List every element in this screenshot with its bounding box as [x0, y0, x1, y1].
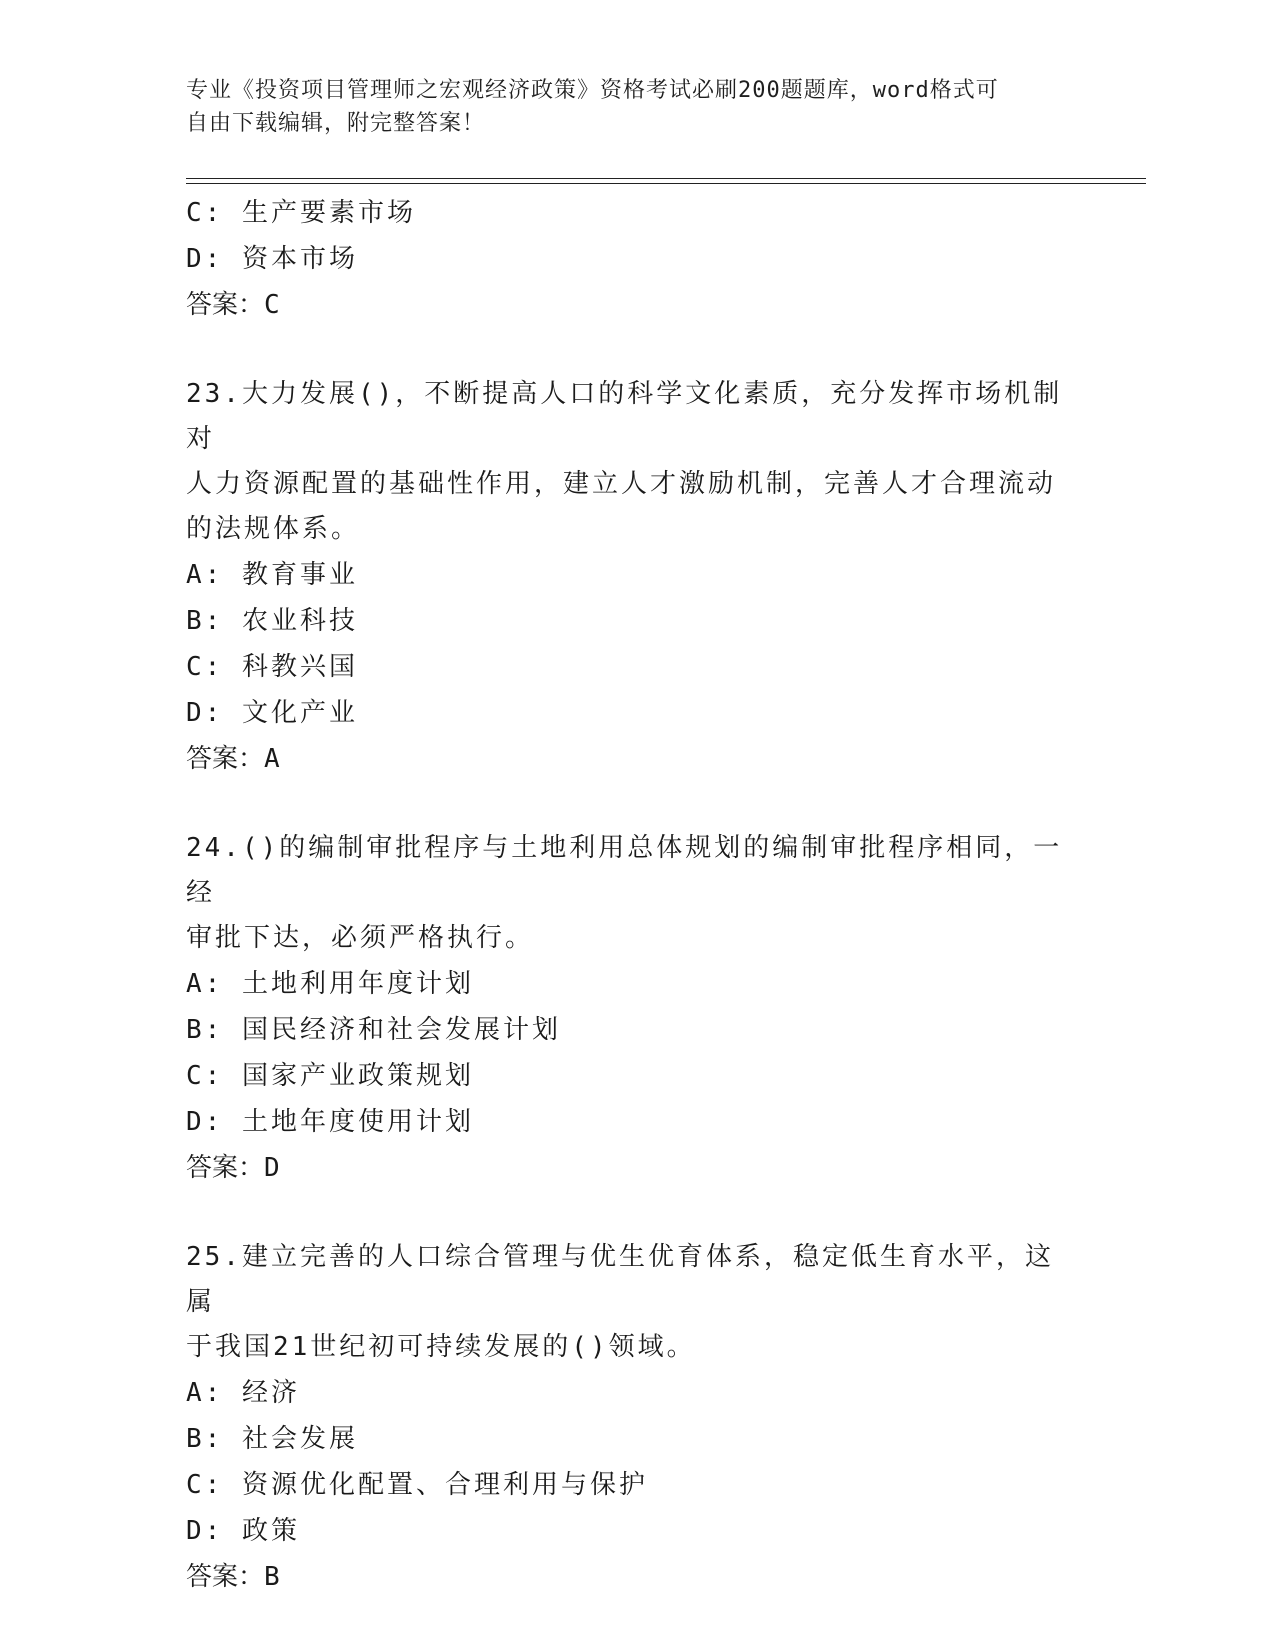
stem-line: 23.大力发展()，不断提高人口的科学文化素质，充分发挥市场机制对	[186, 379, 1063, 454]
answer-label: 答案：	[186, 1562, 265, 1592]
question-24	[186, 826, 1086, 1191]
header-title-line-1: 专业《投资项目管理师之宏观经济政策》资格考试必刷200题题库，word格式可	[186, 78, 999, 103]
option-b: B: 国民经济和社会发展计划	[186, 1015, 561, 1045]
stem-line: 的法规体系。	[186, 514, 361, 544]
answer-value: A	[264, 744, 281, 774]
question-list	[186, 190, 1086, 1600]
answer-label: 答案：	[186, 290, 265, 320]
option-c: C: 资源优化配置、合理利用与保护	[186, 1470, 648, 1500]
question-stem	[186, 372, 1066, 552]
option-c: C: 国家产业政策规划	[186, 1061, 474, 1091]
stem-line: 24.()的编制审批程序与土地利用总体规划的编制审批程序相同，一经	[186, 833, 1063, 908]
question-stem	[186, 1235, 1066, 1370]
answer-line	[186, 736, 1086, 782]
answer-line	[186, 1145, 1086, 1191]
option-a: A: 经济	[186, 1378, 300, 1408]
option-a: A: 教育事业	[186, 560, 358, 590]
answer-label: 答案：	[186, 744, 265, 774]
question-23	[186, 372, 1086, 782]
option-d: D: 政策	[186, 1516, 300, 1546]
answer-value: B	[264, 1562, 281, 1592]
stem-line: 人力资源配置的基础性作用，建立人才激励机制，完善人才合理流动	[186, 469, 1057, 499]
answer-value: C	[264, 290, 281, 320]
question-25	[186, 1235, 1086, 1600]
question-22-continuation	[186, 190, 1086, 328]
answer-line	[186, 1554, 1086, 1600]
stem-line: 于我国21世纪初可持续发展的()领域。	[186, 1332, 696, 1362]
option-c: C: 科教兴国	[186, 652, 358, 682]
option-b: B: 农业科技	[186, 606, 358, 636]
header-divider-top	[186, 178, 1146, 179]
stem-line: 审批下达，必须严格执行。	[186, 923, 535, 953]
header-title-line-2: 自由下载编辑，附完整答案！	[186, 111, 486, 136]
answer-value: D	[264, 1153, 281, 1183]
option-d: D: 土地年度使用计划	[186, 1107, 474, 1137]
question-stem	[186, 826, 1066, 961]
option-d: D: 资本市场	[186, 244, 358, 274]
option-c: C: 生产要素市场	[186, 198, 416, 228]
answer-label: 答案：	[186, 1153, 265, 1183]
header-divider-bottom	[186, 183, 1146, 184]
stem-line: 25.建立完善的人口综合管理与优生优育体系，稳定低生育水平，这属	[186, 1242, 1054, 1317]
option-a: A: 土地利用年度计划	[186, 969, 474, 999]
option-b: B: 社会发展	[186, 1424, 358, 1454]
option-d: D: 文化产业	[186, 698, 358, 728]
answer-line	[186, 282, 1086, 328]
document-header	[186, 74, 1066, 140]
